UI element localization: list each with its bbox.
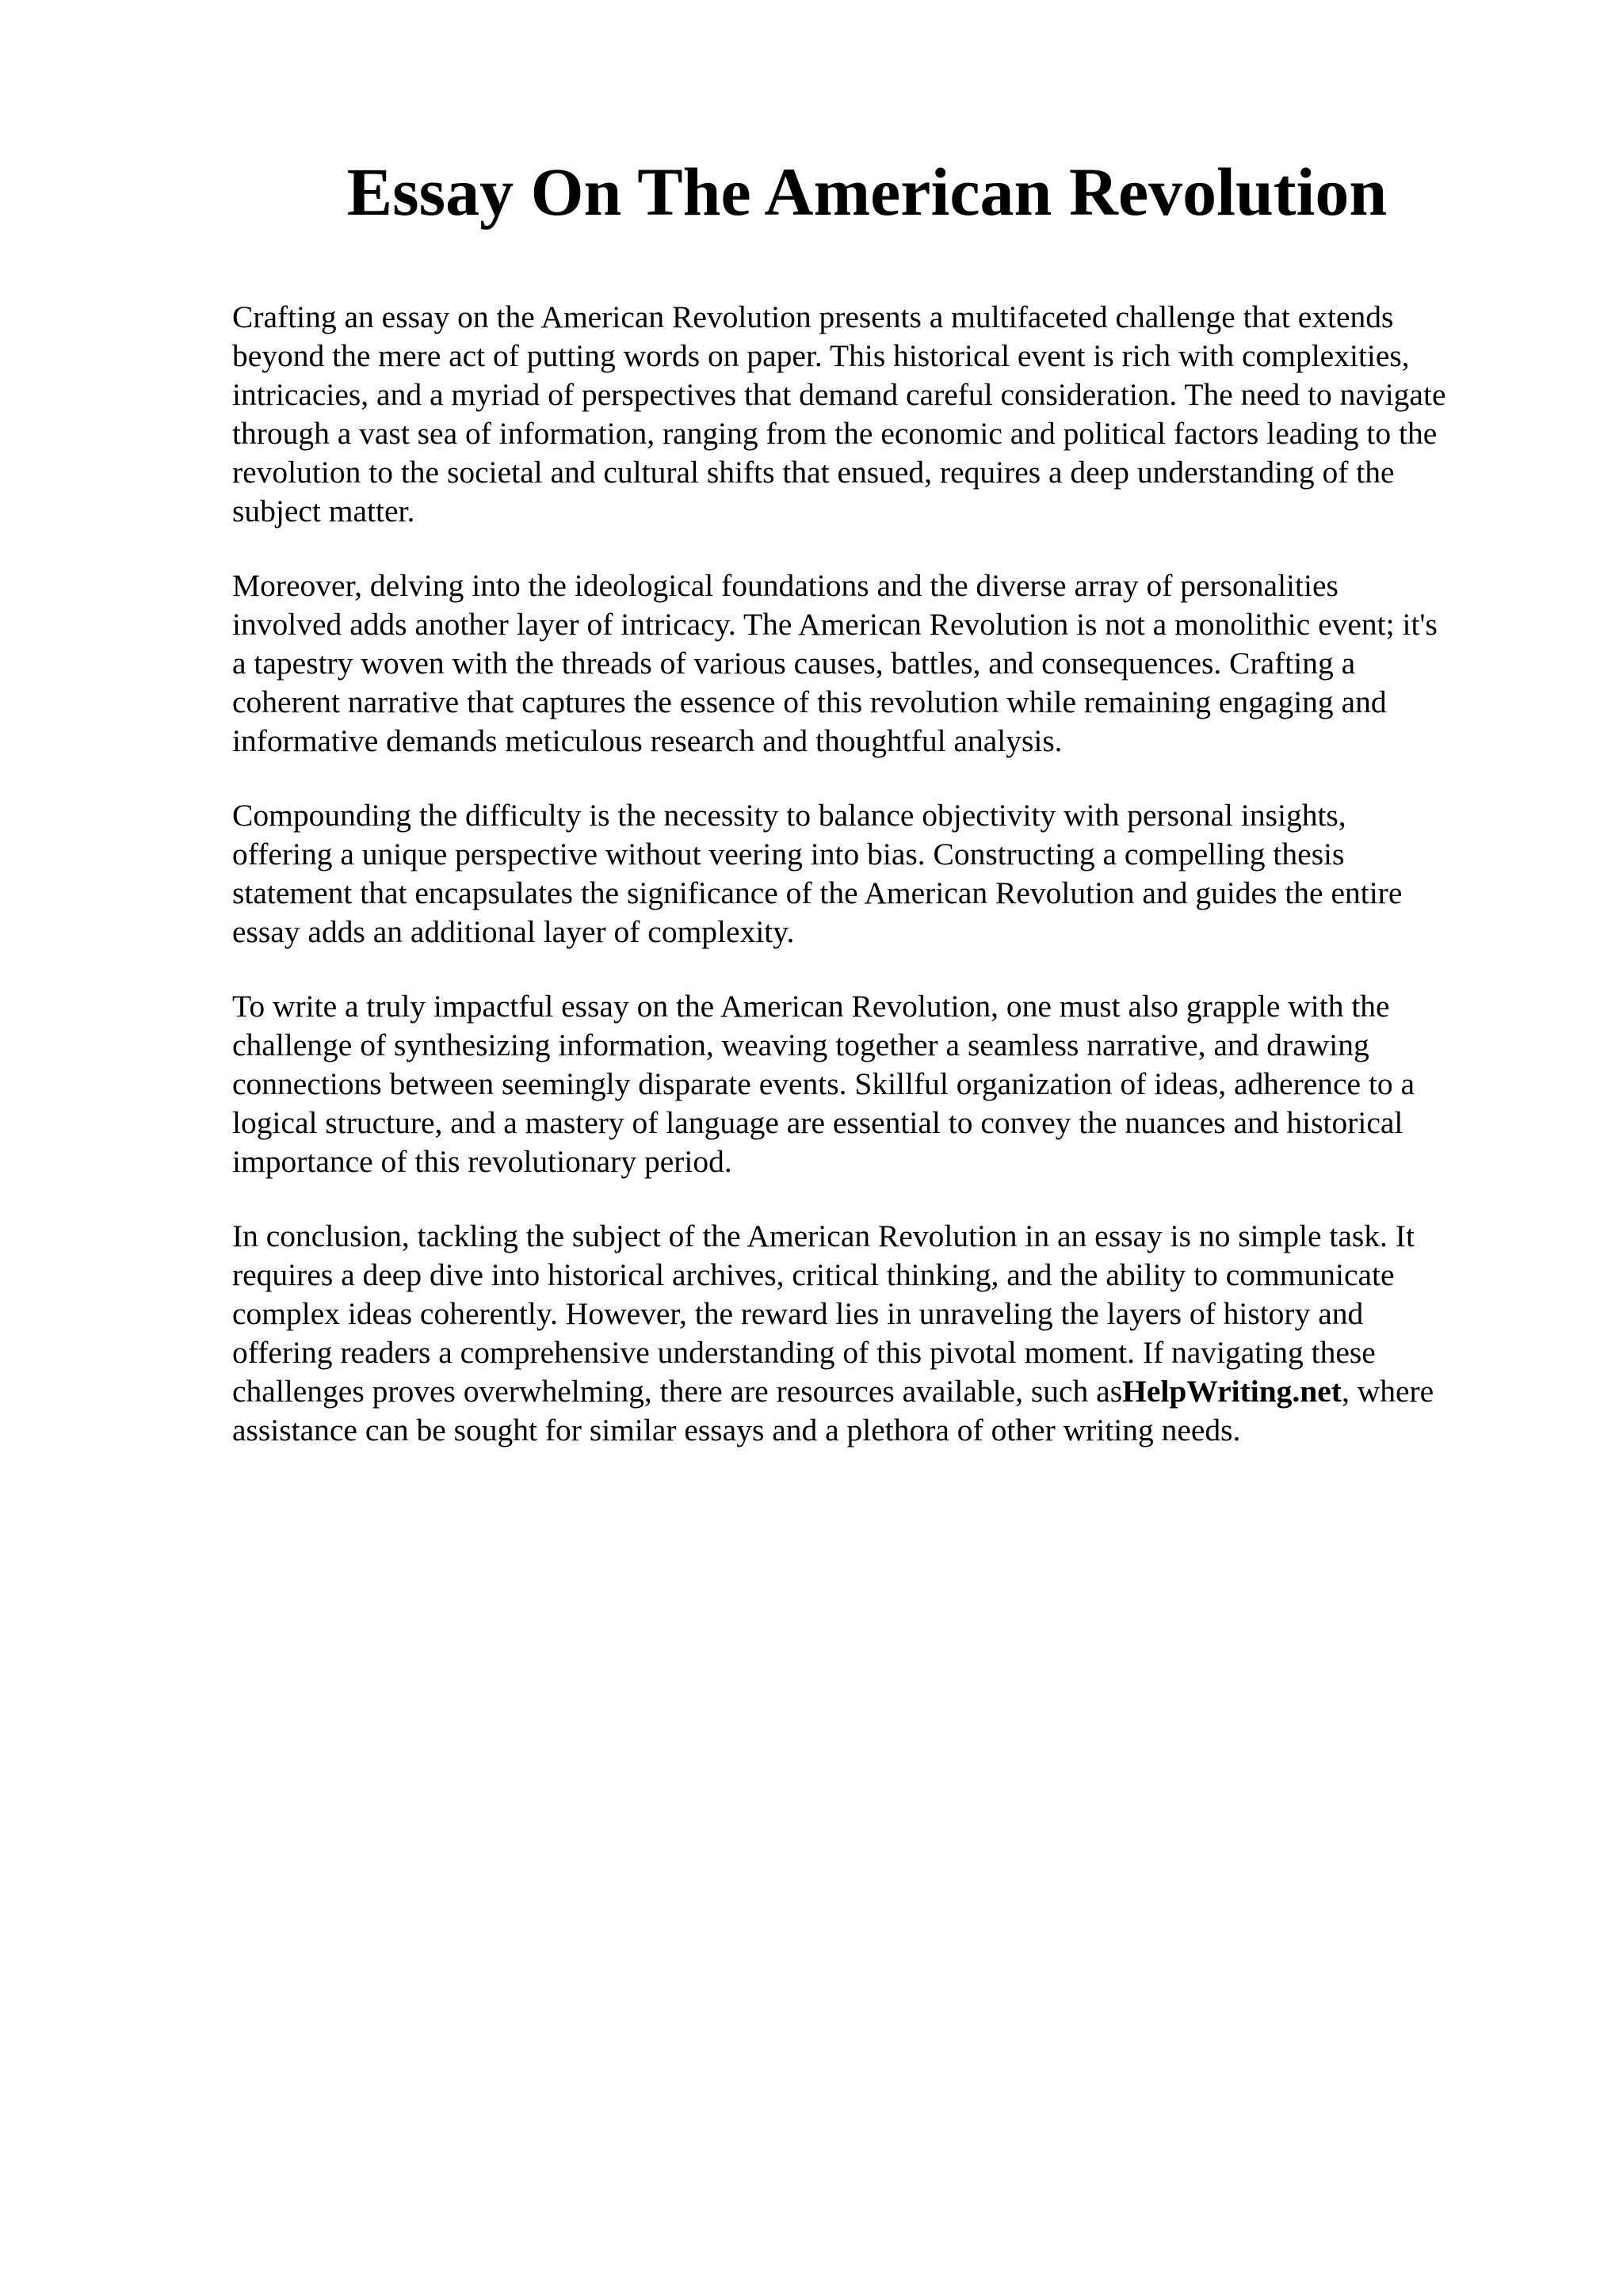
text-line: through a vast sea of information, ranging from the economic and political factors leading to the: [232, 416, 1438, 451]
text-line: In conclusion, tackling the subject of the American Revolution in an essay is no simple task. It: [232, 1219, 1415, 1253]
text-line: Compounding the difficulty is the necessity to balance objectivity with personal insights,: [232, 798, 1346, 833]
text-line: coherent narrative that captures the essence of this revolution while remaining engaging and: [232, 685, 1387, 719]
text-line: essay adds an additional layer of complexity.: [232, 914, 795, 949]
text-fragment: , where: [1341, 1374, 1434, 1409]
text-line: assistance can be sought for similar essays and a plethora of other writing needs.: [232, 1413, 1241, 1447]
text-line: offering readers a comprehensive understanding of this pivotal moment. If navigating these: [232, 1335, 1376, 1370]
page-title: Essay On The American Revolution: [346, 154, 1388, 230]
paragraph-2: [232, 566, 1516, 761]
text-line: a tapestry woven with the threads of various causes, battles, and consequences. Crafting a: [232, 646, 1356, 681]
text-line: statement that encapsulates the significance of the American Revolution and guides the entire: [232, 875, 1403, 910]
text-line: informative demands meticulous research and thoughtful analysis.: [232, 723, 1063, 758]
text-line: To write a truly impactful essay on the American Revolution, one must also grapple with the: [232, 989, 1390, 1024]
paragraph-5: [232, 1217, 1516, 1450]
brand-name: HelpWriting.net: [1122, 1374, 1342, 1409]
paragraph-3: [232, 796, 1516, 952]
text-line: involved adds another layer of intricacy. The American Revolution is not a monolithic event; it's: [232, 607, 1438, 642]
text-line: revolution to the societal and cultural shifts that ensued, requires a deep understanding of the: [232, 455, 1395, 490]
text-line: offering a unique perspective without veering into bias. Constructing a compelling thesis: [232, 837, 1345, 871]
essay-body: [232, 298, 1516, 1486]
text-line: logical structure, and a mastery of language are essential to convey the nuances and historical: [232, 1105, 1403, 1140]
text-line: Crafting an essay on the American Revolution presents a multifaceted challenge that extends: [232, 299, 1394, 334]
text-line-with-brand: [232, 1372, 1516, 1411]
text-line: beyond the mere act of putting words on paper. This historical event is rich with complexities,: [232, 338, 1410, 373]
text-line: subject matter.: [232, 494, 415, 528]
text-line: challenge of synthesizing information, weaving together a seamless narrative, and drawing: [232, 1028, 1369, 1062]
text-line: intricacies, and a myriad of perspectives that demand careful consideration. The need to navigate: [232, 377, 1446, 412]
text-line: connections between seemingly disparate events. Skillful organization of ideas, adherence to a: [232, 1066, 1415, 1101]
text-line: Moreover, delving into the ideological foundations and the diverse array of personalities: [232, 568, 1338, 603]
text-fragment: challenges proves overwhelming, there are resources available, such as: [232, 1374, 1123, 1409]
text-line: importance of this revolutionary period.: [232, 1144, 732, 1179]
text-line: complex ideas coherently. However, the reward lies in unraveling the layers of history and: [232, 1296, 1364, 1331]
text-line: requires a deep dive into historical archives, critical thinking, and the ability to communicate: [232, 1257, 1395, 1292]
paragraph-4: [232, 987, 1516, 1181]
paragraph-1: [232, 298, 1516, 531]
